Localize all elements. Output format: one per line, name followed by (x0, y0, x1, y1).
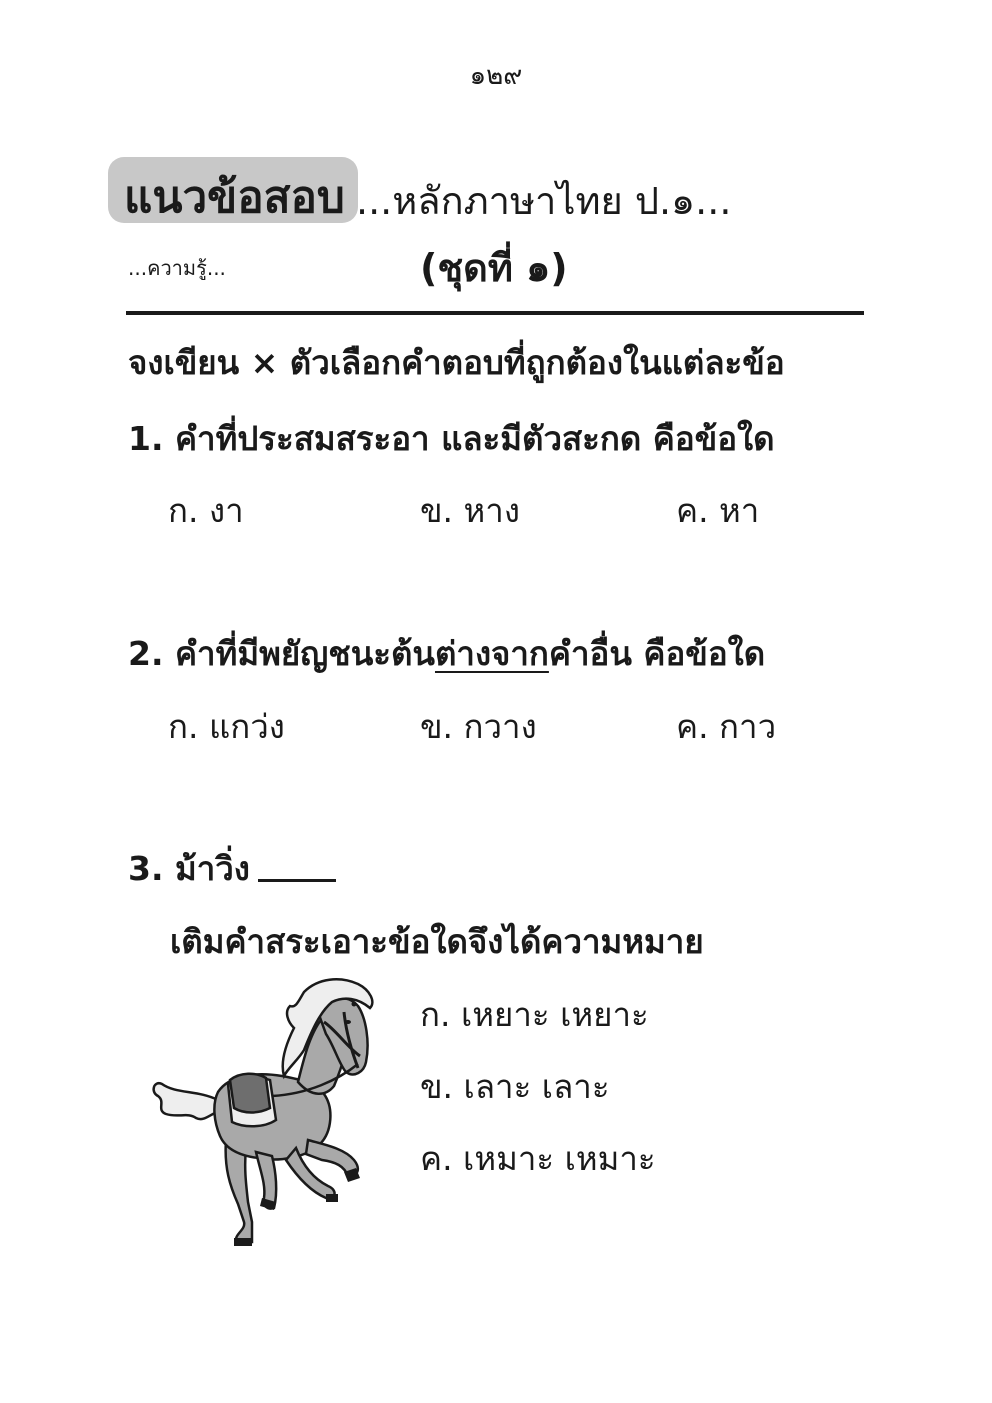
question-1-choice-a[interactable]: ก. งา (168, 491, 244, 530)
title-badge-label: แนวข้อสอบ (124, 172, 345, 223)
question-1: 1. คำที่ประสมสระอา และมีตัวสะกด คือข้อใด (128, 419, 775, 458)
question-2-text-before: 2. คำที่มีพยัญชนะต้น (128, 634, 435, 673)
question-3 (128, 842, 336, 895)
question-2-underlined-word: ต่างจาก (434, 634, 549, 673)
question-1-choice-c[interactable]: ค. หา (676, 491, 760, 530)
instruction-text: จงเขียน × ตัวเลือกคำตอบที่ถูกต้องในแต่ละข้อ (128, 343, 785, 382)
header-divider (126, 311, 864, 315)
question-2-choice-a[interactable]: ก. แกว่ง (168, 707, 285, 746)
question-3-text: 3. ม้าวิ่ง (128, 849, 250, 888)
question-3-subtext: เติมคำสระเอาะข้อใดจึงได้ความหมาย (170, 922, 704, 961)
question-2-text-after: คำอื่น คือข้อใด (548, 634, 766, 673)
question-2 (128, 627, 765, 680)
horse-illustration (148, 972, 380, 1248)
question-3-choice-a[interactable]: ก. เหยาะ เหยาะ (420, 995, 649, 1034)
subject-title: ...หลักภาษาไทย ป.๑... (356, 179, 732, 223)
page-number: ๑๒๙ (469, 61, 523, 91)
question-1-choice-b[interactable]: ข. หาง (420, 491, 520, 530)
category-label: ...ความรู้... (128, 256, 226, 280)
question-2-choice-c[interactable]: ค. กาว (676, 707, 777, 746)
question-3-choice-b[interactable]: ข. เลาะ เลาะ (420, 1067, 610, 1106)
set-label: (ชุดที่ ๑) (420, 246, 568, 290)
question-3-choice-c[interactable]: ค. เหมาะ เหมาะ (420, 1139, 656, 1178)
question-2-choice-b[interactable]: ข. กวาง (420, 707, 537, 746)
answer-blank[interactable] (258, 849, 336, 882)
